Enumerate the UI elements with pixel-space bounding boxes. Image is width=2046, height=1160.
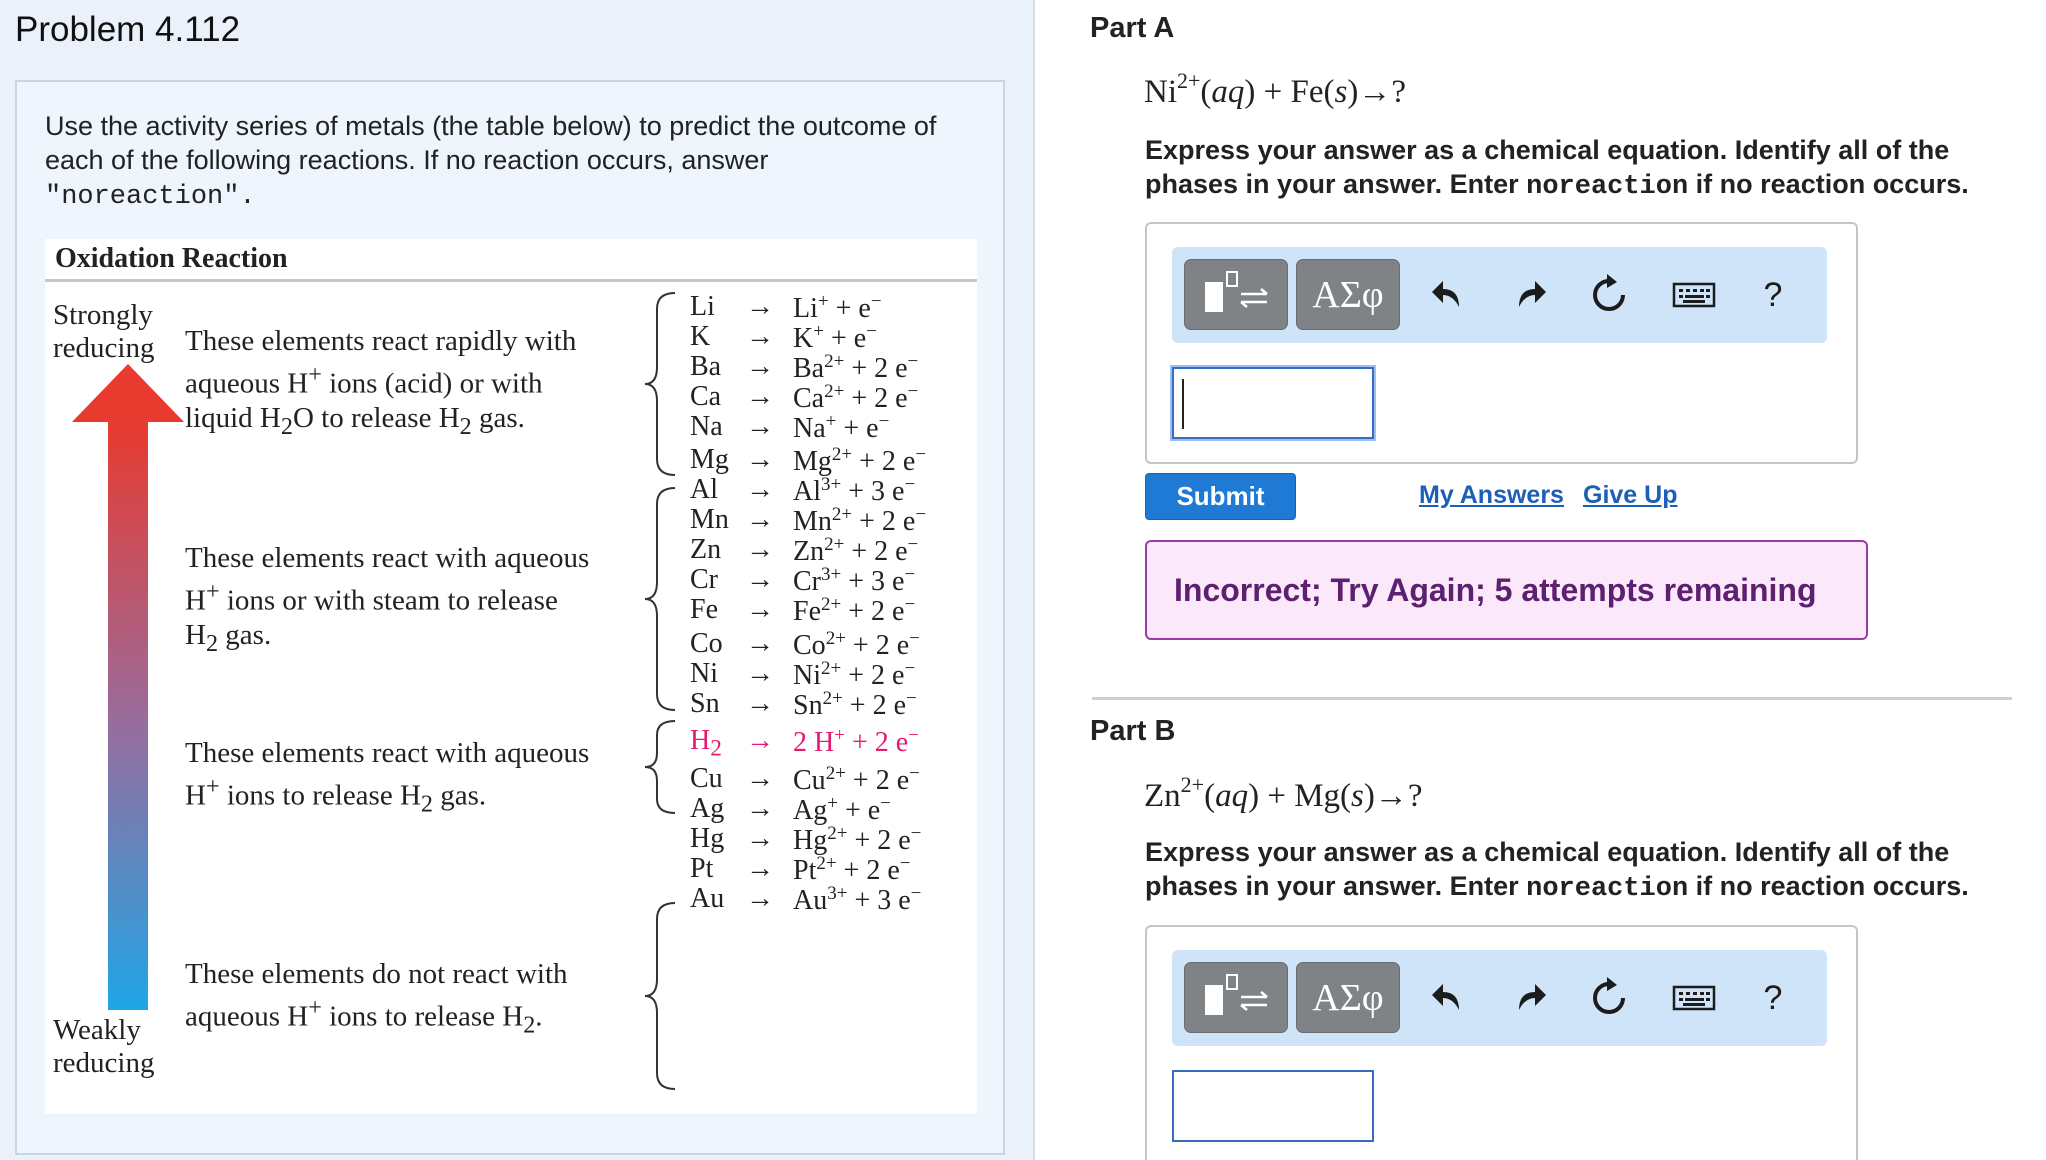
reaction-products: Li+ + e− xyxy=(793,291,882,324)
reactant-element: Mg xyxy=(690,444,729,475)
reactant-element: Co xyxy=(690,628,723,659)
reaction-products: $Al^{3+} + 3$ e− xyxy=(793,474,916,507)
reactant-element: Ca xyxy=(690,381,722,412)
help-button[interactable]: ? xyxy=(1763,275,1783,314)
part-a-answer-box xyxy=(1145,222,1858,464)
reaction-list xyxy=(45,255,977,1130)
group-description-1: These elements react rapidly with aqueous H+ ions (acid) or with liquid $H_2O$ to release $H_2$ gas. xyxy=(185,325,577,440)
reaction-products: K+ + e− xyxy=(793,321,877,354)
reaction-arrow: → xyxy=(746,793,774,824)
weakly-label: Weakly xyxy=(53,1014,141,1046)
part-a-instructions xyxy=(1145,133,2025,204)
reaction-arrow: → xyxy=(746,444,774,475)
template-button[interactable] xyxy=(1184,259,1288,330)
reaction-arrow: → xyxy=(746,381,774,412)
reaction-arrow: → xyxy=(746,628,774,659)
reaction-arrow: → xyxy=(746,504,774,535)
reaction-products: $Mg^{2+} + 2$ e− xyxy=(793,444,927,477)
reactant-element: Fe xyxy=(690,594,718,625)
part-a-instructions-keyword: noreaction xyxy=(1526,172,1689,202)
problem-statement-box xyxy=(15,80,1005,1155)
part-a-equation: $Ni^{2+}(aq) + Fe(s)\to$? xyxy=(1144,68,1406,110)
part-a-instructions-text: Express your answer as a chemical equation. Identify all of the phases in your answer. Enter xyxy=(1145,135,1950,199)
reset-icon[interactable] xyxy=(1586,272,1632,318)
part-a-title: Part A xyxy=(1090,12,1175,44)
reaction-arrow: → xyxy=(746,411,774,442)
reaction-products: $Cu^{2+} + 2$ e− xyxy=(793,763,920,796)
group-description-2: These elements react with aqueous H+ ions or with steam to release $H_2$ gas. xyxy=(185,542,590,657)
instructions-text: Use the activity series of metals (the table below) to predict the outcome of each of the following reactions. If no reaction occurs, answer xyxy=(45,111,937,175)
part-b-instructions-text: Express your answer as a chemical equation. Identify all of the phases in your answer. Enter xyxy=(1145,837,1950,901)
reaction-arrow: → xyxy=(746,594,774,625)
reaction-products: $Au^{3+} + 3$ e− xyxy=(793,883,922,916)
reaction-arrow: → xyxy=(746,823,774,854)
reaction-arrow: → xyxy=(746,534,774,565)
reaction-arrow: → xyxy=(746,763,774,794)
reactant-element: Ni xyxy=(690,658,718,689)
group-description-3: These elements react with aqueous H+ ions to release $H_2$ gas. xyxy=(185,737,590,818)
strongly-label: Strongly xyxy=(53,299,153,331)
part-b-instructions xyxy=(1145,835,2025,906)
reaction-arrow: → xyxy=(746,564,774,595)
reaction-products: $Ni^{2+} + 2$ e− xyxy=(793,658,916,691)
reaction-products: $Pt^{2+} + 2$ e− xyxy=(793,853,911,886)
submit-button[interactable]: Submit xyxy=(1145,473,1296,520)
reactant-element: Ag xyxy=(690,793,725,824)
reaction-arrow: → xyxy=(746,351,774,382)
reactant-element: Cr xyxy=(690,564,718,595)
reaction-products: Na+ + e− xyxy=(793,411,890,444)
template-button[interactable] xyxy=(1184,962,1288,1033)
reactant-element: $H_2$ xyxy=(690,725,722,762)
template-icon xyxy=(1185,963,1289,1034)
reaction-products: $Zn^{2+} + 2$ e− xyxy=(793,534,919,567)
reactant-element: Li xyxy=(690,291,715,322)
instructions-code: "noreaction". xyxy=(45,182,256,212)
part-b-answer-input[interactable] xyxy=(1172,1070,1374,1142)
greek-symbols-button[interactable]: ΑΣφ xyxy=(1296,259,1400,330)
problem-instructions xyxy=(45,109,990,214)
part-a-answer-input[interactable] xyxy=(1172,367,1374,439)
reactant-element: Ba xyxy=(690,351,722,382)
reaction-products: $Ca^{2+} + 2$ e− xyxy=(793,381,919,414)
reactant-element: Au xyxy=(690,883,725,914)
part-a-instructions-tail: if no reaction occurs. xyxy=(1688,169,1969,199)
reaction-arrow: → xyxy=(746,853,774,884)
reactant-element: Hg xyxy=(690,823,725,854)
reaction-products: $Ba^{2+} + 2$ e− xyxy=(793,351,919,384)
reaction-arrow: → xyxy=(746,291,774,322)
my-answers-link[interactable]: My Answers xyxy=(1419,481,1564,509)
reaction-arrow: → xyxy=(746,688,774,719)
part-a-math-toolbar xyxy=(1172,247,1827,343)
feedback-message: Incorrect; Try Again; 5 attempts remaining xyxy=(1145,540,1868,640)
undo-icon[interactable] xyxy=(1426,975,1472,1021)
keyboard-icon[interactable] xyxy=(1666,975,1722,1021)
reactant-element: Cu xyxy=(690,763,723,794)
greek-symbols-button[interactable]: ΑΣφ xyxy=(1296,962,1400,1033)
text-caret xyxy=(1182,379,1184,429)
reaction-arrow: → xyxy=(746,725,774,756)
reaction-products: Ag+ + e− xyxy=(793,793,891,826)
reactant-element: Mn xyxy=(690,504,729,535)
give-up-link[interactable]: Give Up xyxy=(1583,481,1678,509)
part-b-instructions-tail: if no reaction occurs. xyxy=(1688,871,1969,901)
group-description-4: These elements do not react with aqueous H+ ions to release $H_2$. xyxy=(185,958,568,1039)
part-b-equation: $Zn^{2+}(aq) + Mg(s)\to$? xyxy=(1144,772,1423,814)
reaction-products: $Co^{2+} + 2$ e− xyxy=(793,628,920,661)
reducing-label-top: reducing xyxy=(53,332,155,364)
reaction-products: $Mn^{2+} + 2$ e− xyxy=(793,504,927,537)
problem-title: Problem 4.112 xyxy=(15,10,241,49)
redo-icon[interactable] xyxy=(1506,272,1552,318)
reaction-arrow: → xyxy=(746,658,774,689)
undo-icon[interactable] xyxy=(1426,272,1472,318)
part-b-title: Part B xyxy=(1090,715,1176,747)
reactant-element: K xyxy=(690,321,711,352)
reaction-arrow: → xyxy=(746,474,774,505)
part-b-math-toolbar xyxy=(1172,950,1827,1046)
activity-series-table xyxy=(45,239,977,1114)
reset-icon[interactable] xyxy=(1586,975,1632,1021)
template-icon xyxy=(1185,260,1289,331)
reaction-products: $Sn^{2+} + 2$ e− xyxy=(793,688,917,721)
reaction-products: $Hg^{2+} + 2$ e− xyxy=(793,823,922,856)
reactant-element: Al xyxy=(690,474,718,505)
reactant-element: Pt xyxy=(690,853,714,884)
reaction-arrow: → xyxy=(746,321,774,352)
reactant-element: Sn xyxy=(690,688,720,719)
reactant-element: Na xyxy=(690,411,723,442)
table-header: Oxidation Reaction xyxy=(55,243,288,274)
reducing-label-bottom: reducing xyxy=(53,1047,155,1079)
part-b-answer-box xyxy=(1145,925,1858,1160)
help-button[interactable]: ? xyxy=(1763,978,1783,1017)
reaction-arrow: → xyxy=(746,883,774,914)
reaction-products: $Cr^{3+} + 3$ e− xyxy=(793,564,916,597)
keyboard-icon[interactable] xyxy=(1666,272,1722,318)
part-b-instructions-keyword: noreaction xyxy=(1526,874,1689,904)
answer-panel xyxy=(1037,0,2046,1160)
reaction-products: 2 H+ + 2 e− xyxy=(793,725,919,758)
part-divider xyxy=(1092,697,2012,700)
redo-icon[interactable] xyxy=(1506,975,1552,1021)
reaction-products: $Fe^{2+} + 2$ e− xyxy=(793,594,916,627)
reactant-element: Zn xyxy=(690,534,722,565)
